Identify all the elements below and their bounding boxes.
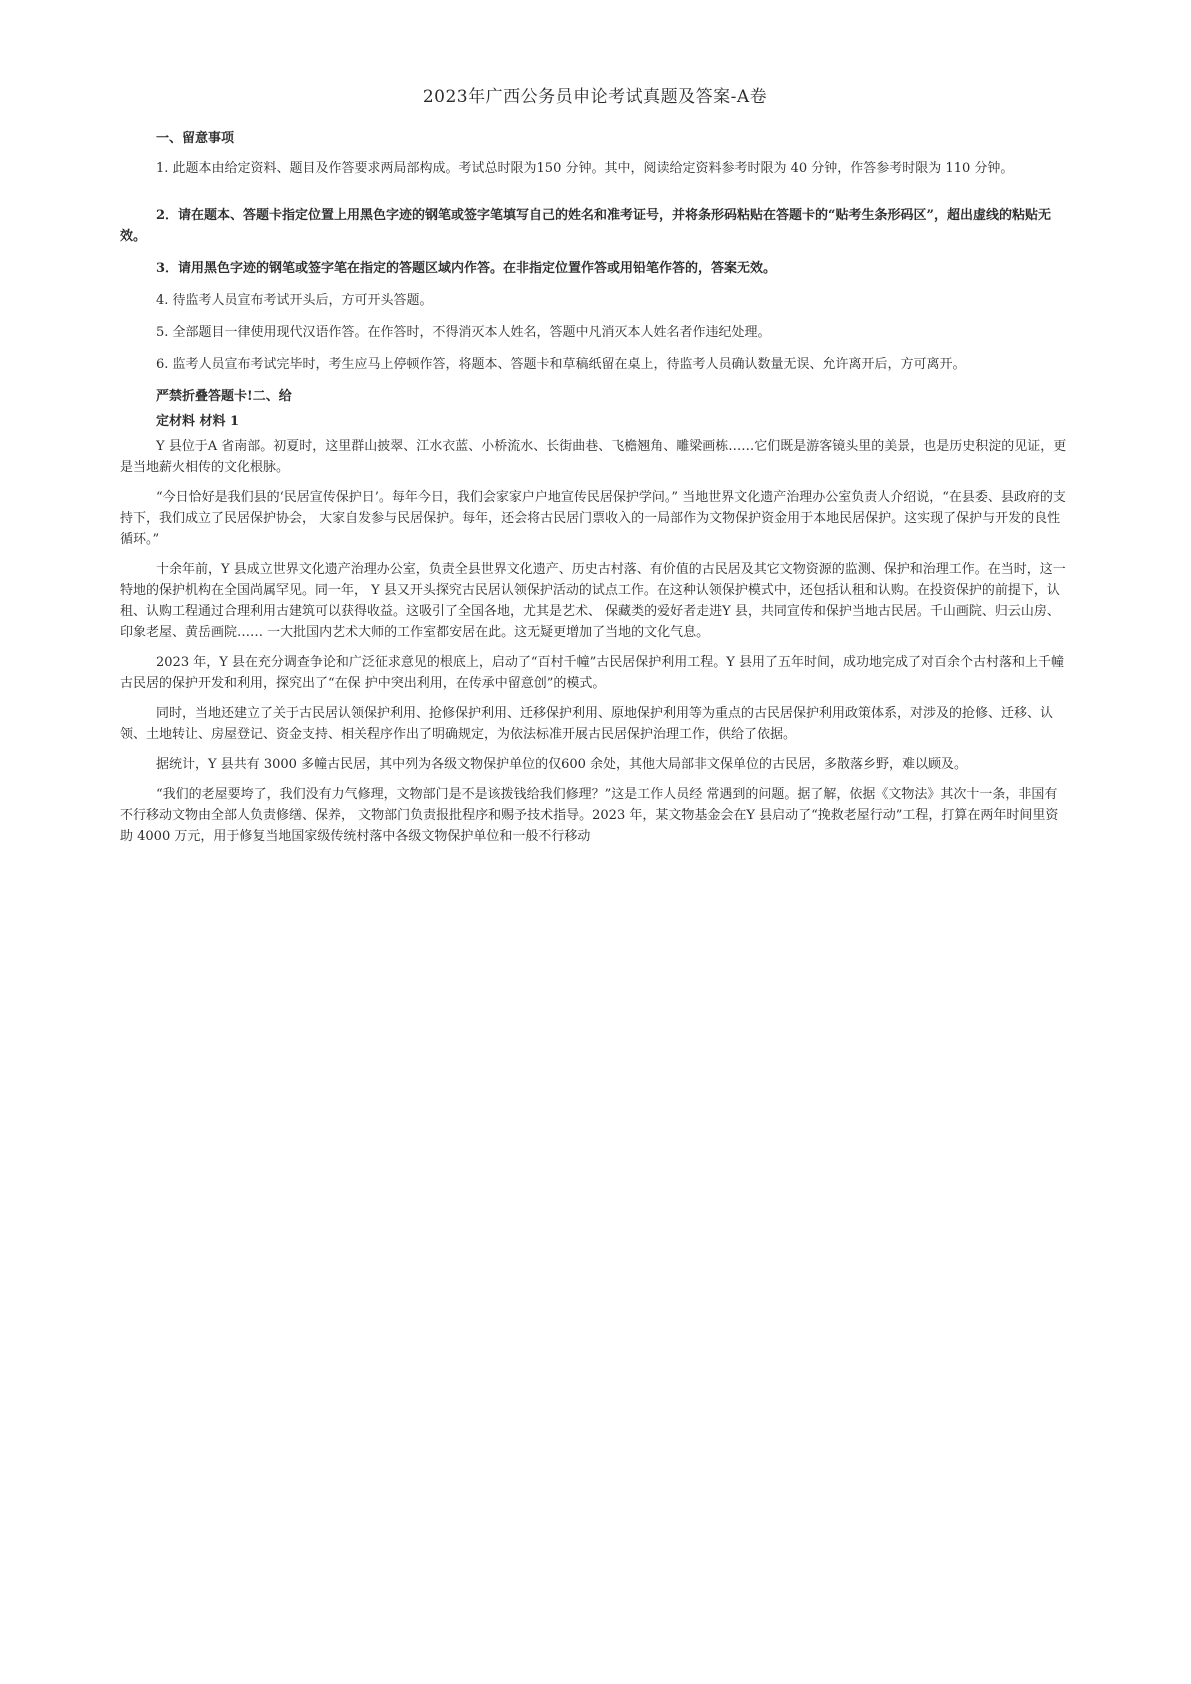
note-item-5: 5. 全部题目一律使用现代汉语作答。在作答时，不得消灭本人姓名，答题中凡消灭本人姓名者作违纪处理。 (156, 325, 771, 340)
material-paragraph: Y 县位于A 省南部。初夏时，这里群山披翠、江水衣蓝、小桥流水、长街曲巷、飞檐翘角、雕梁画栋……它们既是游客镜头里的美景，也是历史积淀的见证，更是当地薪火相传的文化根脉。 (120, 439, 1067, 475)
warning-line: 严禁折叠答题卡!二、给 (156, 389, 292, 404)
material-paragraph: “今日恰好是我们县的‘民居宣传保护日’。每年今日，我们会家家户户地宣传民居保护学问。” 当地世界文化遗产治理办公室负责人介绍说，“在县委、县政府的支持下，我们成立了民居保护协会， 大家自发参与民居保护。每年，还会将古民居门票收入的一局部作为文物保护资金用于本地民居保护。这实现了保护与开发的良性循环。” (120, 490, 1066, 547)
material-paragraph: 据统计，Y 县共有 3000 多幢古民居，其中列为各级文物保护单位的仅600 余处，其他大局部非文保单位的古民居，多散落乡野，难以顾及。 (156, 757, 968, 772)
note-item-6: 6. 监考人员宣布考试完毕时，考生应马上停顿作答，将题本、答题卡和草稿纸留在桌上，待监考人员确认数量无误、允许离开后，方可离开。 (156, 357, 966, 372)
section-heading-notes: 一、留意事项 (156, 131, 235, 146)
material-heading: 定材料 材料 1 (156, 414, 240, 429)
document-page (120, 82, 1070, 856)
note-item-2: 2．请在题本、答题卡指定位置上用黑色字迹的钢笔或签字笔填写自己的姓名和准考证号，并将条形码粘贴在答题卡的“贴考生条形码区”，超出虚线的粘贴无效。 (120, 208, 1052, 244)
material-paragraph: 同时，当地还建立了关于古民居认领保护利用、抢修保护利用、迁移保护利用、原地保护利用等为重点的古民居保护利用政策体系，对涉及的抢修、迁移、认领、土地转让、房屋登记、资金支持、相关程序作出了明确规定，为依法标准开展古民居保护治理工作，供给了依据。 (120, 706, 1054, 742)
material-paragraph: 十余年前，Y 县成立世界文化遗产治理办公室，负责全县世界文化遗产、历史古村落、有价值的古民居及其它文物资源的监测、保护和治理工作。在当时，这一特地的保护机构在全国尚属罕见。同一年， Y 县又开头探究古民居认领保护活动的试点工作。在这种认领保护模式中，还包括认租和认购。在投资保护的前提下，认租、认购工程通过合理利用古建筑可以获得收益。这吸引了全国各地，尤其是艺术、 保藏类的爱好者走进Y 县，共同宣传和保护当地古民居。千山画院、归云山房、印象老屋、黄岳画院…… 一大批国内艺术大师的工作室都安居在此。这无疑更增加了当地的文化气息。 (120, 562, 1066, 640)
material-paragraph: “我们的老屋要垮了，我们没有力气修理，文物部门是不是该拨钱给我们修理？”这是工作人员经 常遇到的问题。据了解，依据《文物法》其次十一条，非国有不行移动文物由全部人负责修缮、保养， 文物部门负责报批程序和赐予技术指导。2023 年，某文物基金会在Y 县启动了“挽救老屋行动”工程，打算在两年时间里资助 4000 万元，用于修复当地国家级传统村落中各级文物保护单位和一般不行移动 (120, 787, 1059, 844)
note-item-4: 4. 待监考人员宣布考试开头后，方可开头答题。 (156, 293, 433, 308)
note-item-3: 3．请用黑色字迹的钢笔或签字笔在指定的答题区域内作答。在非指定位置作答或用铅笔作答的，答案无效。 (156, 261, 777, 276)
note-item-1: 1. 此题本由给定资料、题目及作答要求两局部构成。考试总时限为150 分钟。其中，阅读给定资料参考时限为 40 分钟，作答参考时限为 110 分钟。 (156, 161, 1014, 176)
document-title: 2023年广西公务员申论考试真题及答案-A卷 (422, 87, 768, 107)
material-paragraph: 2023 年，Y 县在充分调查争论和广泛征求意见的根底上，启动了“百村千幢”古民居保护利用工程。Y 县用了五年时间，成功地完成了对百余个古村落和上千幢古民居的保护开发和利用，探究出了“在保 护中突出利用，在传承中留意创”的模式。 (120, 655, 1064, 691)
